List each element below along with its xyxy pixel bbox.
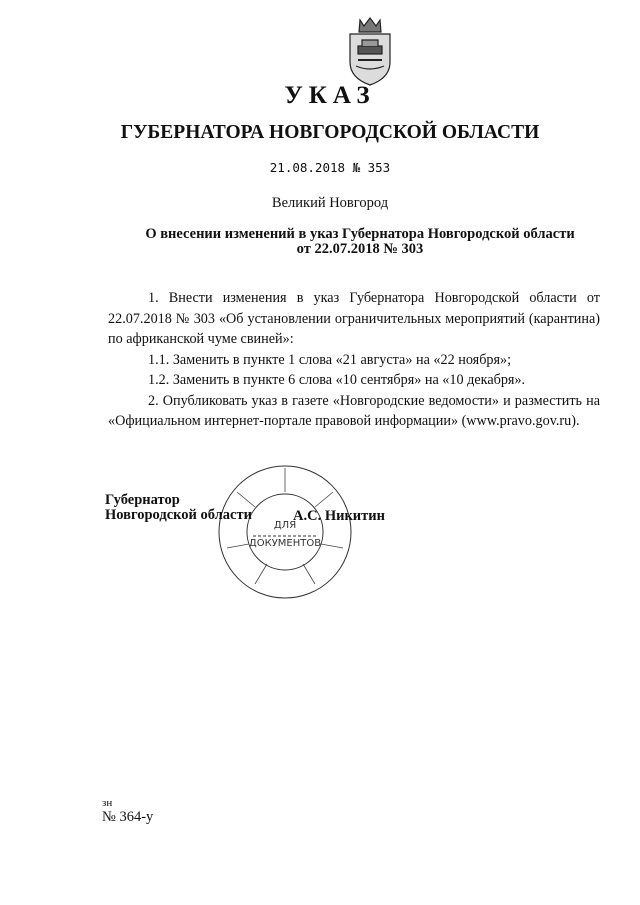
subject-line-2: от 22.07.2018 № 303 <box>296 241 424 257</box>
paragraph-1-2: 1.2. Заменить в пункте 6 слова «10 сентября» на «10 декабря». <box>148 372 526 388</box>
official-stamp <box>215 462 355 602</box>
document-body <box>108 288 600 432</box>
stamp-center-line-1: ДЛЯ <box>273 520 297 531</box>
registration-number: № 364-у <box>102 809 154 825</box>
stamp-center-line-2: ДОКУМЕНТОВ <box>248 538 322 549</box>
document-issuer: ГУБЕРНАТОРА НОВГОРОДСКОЙ ОБЛАСТИ <box>120 122 540 143</box>
date-number: 21.08.2018 № 353 <box>269 160 391 175</box>
paragraph-2: 2. Опубликовать указ в газете «Новгородские ведомости» и разместить на «Официальном интернет-портале правовой информации» (www.pravo.gov.ru). <box>108 392 600 429</box>
signatory-position-line-2: Новгородской области <box>105 507 252 523</box>
signatory-name: А.С. Никитин <box>293 508 385 524</box>
signatory-position-line-1: Губернатор <box>105 492 180 508</box>
city: Великий Новгород <box>271 195 389 211</box>
footer-marker: зн <box>102 797 113 809</box>
signatory-position <box>105 493 252 523</box>
paragraph-1-1: 1.1. Заменить в пункте 1 слова «21 августа» на «22 ноября»; <box>148 351 512 368</box>
document-title: УКАЗ <box>284 82 376 109</box>
subject-heading <box>120 227 600 257</box>
paragraph-1: 1. Внести изменения в указ Губернатора Новгородской области от 22.07.2018 № 303 «Об установлении ограничительных мероприятий (карантина) по африканской чуме свиней»: <box>108 290 600 347</box>
coat-of-arms-icon <box>344 14 396 88</box>
subject-line-1: О внесении изменений в указ Губернатора Новгородской области <box>145 226 575 242</box>
